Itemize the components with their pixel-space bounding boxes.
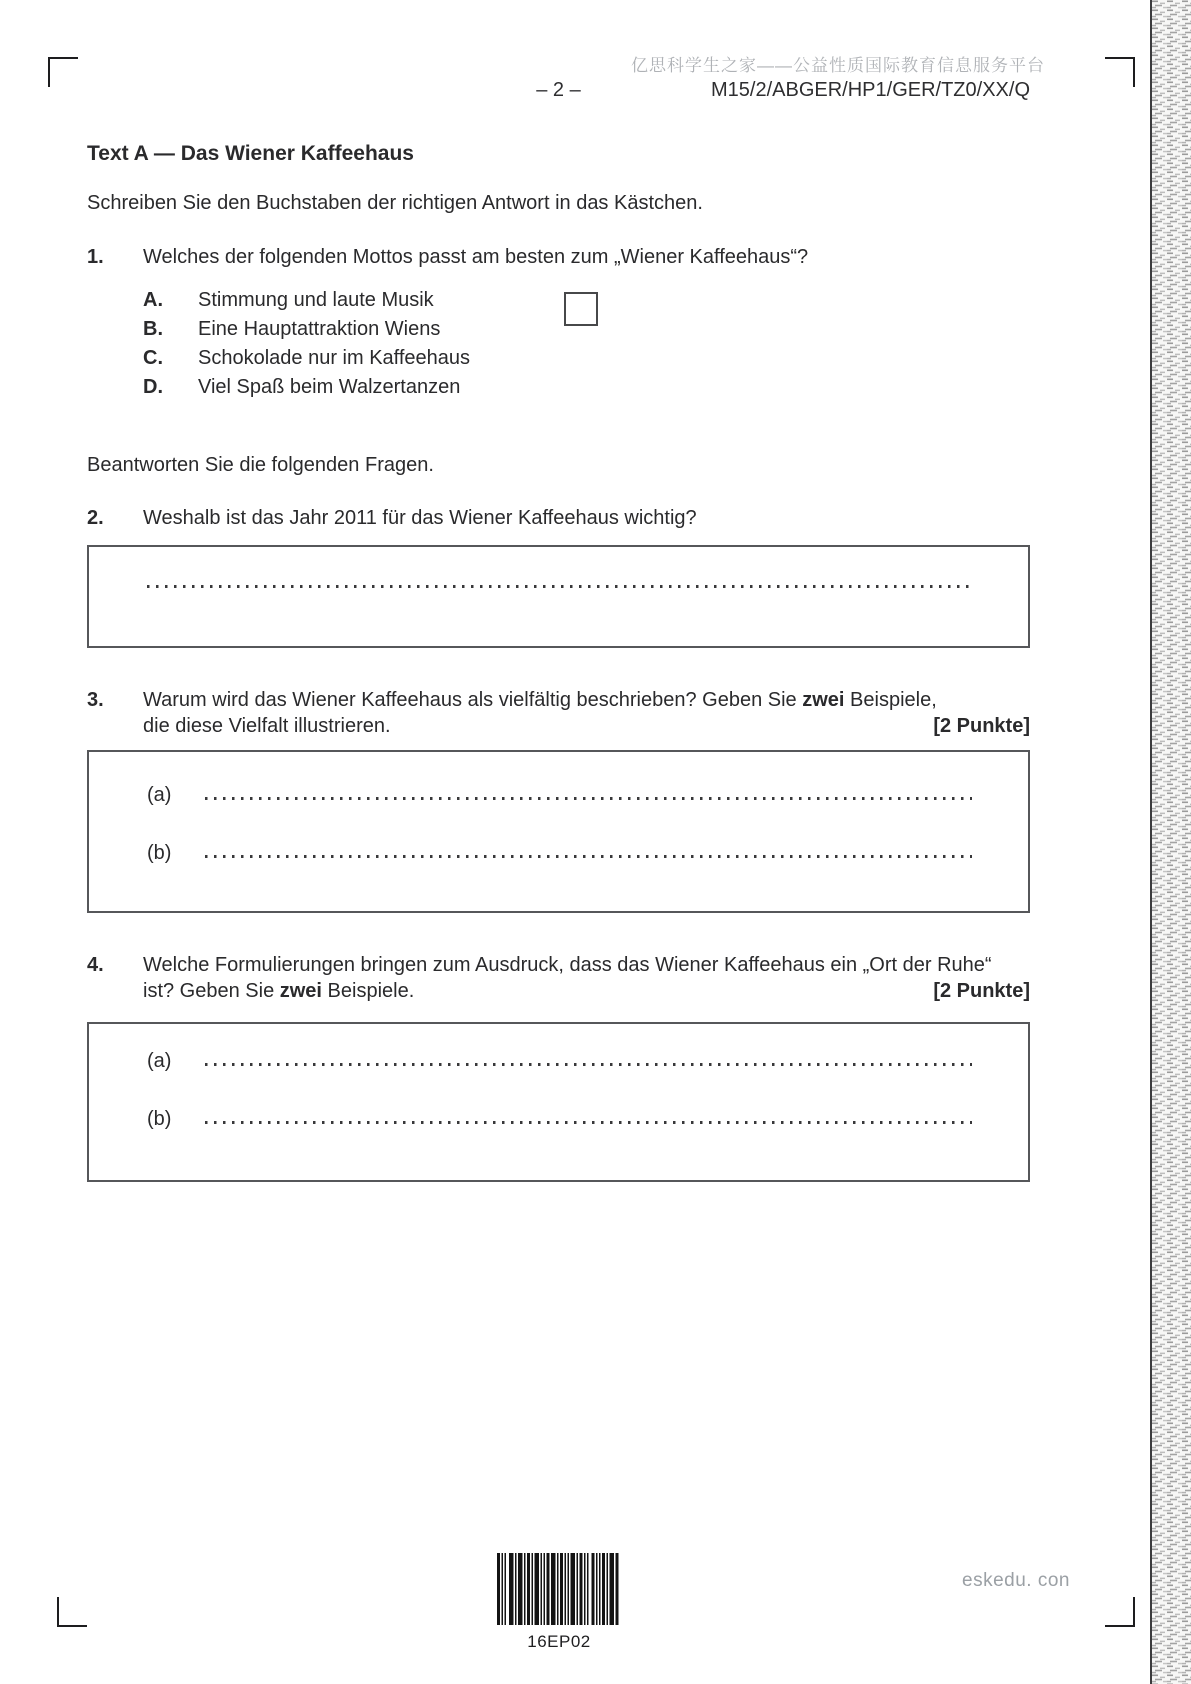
question-1-number: 1. — [87, 246, 104, 268]
exam-code: M15/2/ABGER/HP1/GER/TZ0/XX/Q — [711, 79, 1030, 101]
question-4-text-bold: zwei — [279, 980, 322, 1002]
question-4-text-line2 — [143, 978, 1030, 1004]
option-c-text: Schokolade nur im Kaffeehaus — [198, 347, 471, 369]
question-4-part-b-label: (b) — [147, 1108, 172, 1130]
question-4-line2 — [87, 978, 1030, 1004]
instruction-multiple-choice: Schreiben Sie den Buchstaben der richtigen Antwort in das Kästchen. — [87, 192, 703, 214]
footer-watermark: eskedu. con — [962, 1570, 1070, 1591]
question-3-answer-area — [87, 750, 1030, 913]
option-d — [143, 374, 743, 403]
question-1 — [87, 244, 1030, 270]
option-a — [143, 287, 743, 316]
question-3-points-badge: [2 Punkte] — [933, 715, 1030, 737]
barcode-icon — [497, 1553, 621, 1625]
question-3 — [87, 687, 1030, 713]
question-3-text-line1 — [143, 687, 1030, 713]
security-strip-pattern — [1150, 0, 1191, 1684]
question-4 — [87, 952, 1030, 978]
question-2-answer-line[interactable] — [147, 585, 975, 588]
corner-mark-top-left-icon — [48, 57, 78, 87]
question-3-part-b-answer-line[interactable] — [205, 855, 972, 858]
question-4-answer-area — [87, 1022, 1030, 1182]
question-3-text-line2: die diese Vielfalt illustrieren. — [143, 715, 391, 737]
question-2-number: 2. — [87, 507, 104, 529]
question-4-text-pre: ist? Geben Sie — [143, 980, 280, 1002]
question-4-points-badge: [2 Punkte] — [933, 980, 1030, 1002]
question-3-number: 3. — [87, 689, 104, 711]
question-3-part-b-label: (b) — [147, 842, 172, 864]
option-b-letter: B. — [143, 318, 163, 340]
option-b-text: Eine Hauptattraktion Wiens — [198, 318, 441, 340]
question-3-text-post: Beispiele, — [844, 689, 937, 711]
corner-mark-bottom-right-icon — [1105, 1597, 1135, 1627]
question-2 — [87, 505, 1030, 531]
instruction-open-questions: Beantworten Sie die folgenden Fragen. — [87, 454, 434, 476]
question-4-part-b-answer-line[interactable] — [205, 1121, 972, 1124]
option-c — [143, 345, 743, 374]
option-b — [143, 316, 743, 345]
barcode — [497, 1553, 621, 1652]
header-watermark: 亿思科学生之家——公益性质国际教育信息服务平台 — [631, 56, 1045, 75]
question-4-number: 4. — [87, 954, 104, 976]
barcode-label: 16EP02 — [527, 1632, 591, 1651]
question-3-part-a-label: (a) — [147, 784, 172, 806]
section-title: Text A — Das Wiener Kaffeehaus — [87, 142, 414, 165]
question-4-part-a-answer-line[interactable] — [205, 1063, 972, 1066]
question-4-text-line1: Welche Formulierungen bringen zum Ausdruck, dass das Wiener Kaffeehaus ein „Ort der Ruhe“ — [143, 954, 992, 976]
corner-mark-top-right-icon — [1105, 57, 1135, 87]
option-a-text: Stimmung und laute Musik — [198, 289, 434, 311]
corner-mark-bottom-left-icon — [57, 1597, 87, 1627]
option-d-text: Viel Spaß beim Walzertanzen — [198, 376, 461, 398]
question-3-text-bold: zwei — [802, 689, 845, 711]
option-d-letter: D. — [143, 376, 163, 398]
question-3-line2 — [87, 713, 1030, 739]
question-1-text: Welches der folgenden Mottos passt am besten zum „Wiener Kaffeehaus“? — [143, 246, 809, 268]
option-a-letter: A. — [143, 289, 163, 311]
question-3-text-pre: Warum wird das Wiener Kaffeehaus als vielfältig beschrieben? Geben Sie — [143, 689, 803, 711]
question-2-answer-area — [87, 545, 1030, 648]
question-2-text: Weshalb ist das Jahr 2011 für das Wiener Kaffeehaus wichtig? — [143, 507, 697, 529]
question-1-answer-box[interactable] — [564, 292, 598, 326]
option-c-letter: C. — [143, 347, 163, 369]
question-4-part-a-label: (a) — [147, 1050, 172, 1072]
question-4-text-post: Beispiele. — [322, 980, 415, 1002]
question-3-part-a-answer-line[interactable] — [205, 797, 972, 800]
page-number: – 2 – — [536, 79, 581, 101]
